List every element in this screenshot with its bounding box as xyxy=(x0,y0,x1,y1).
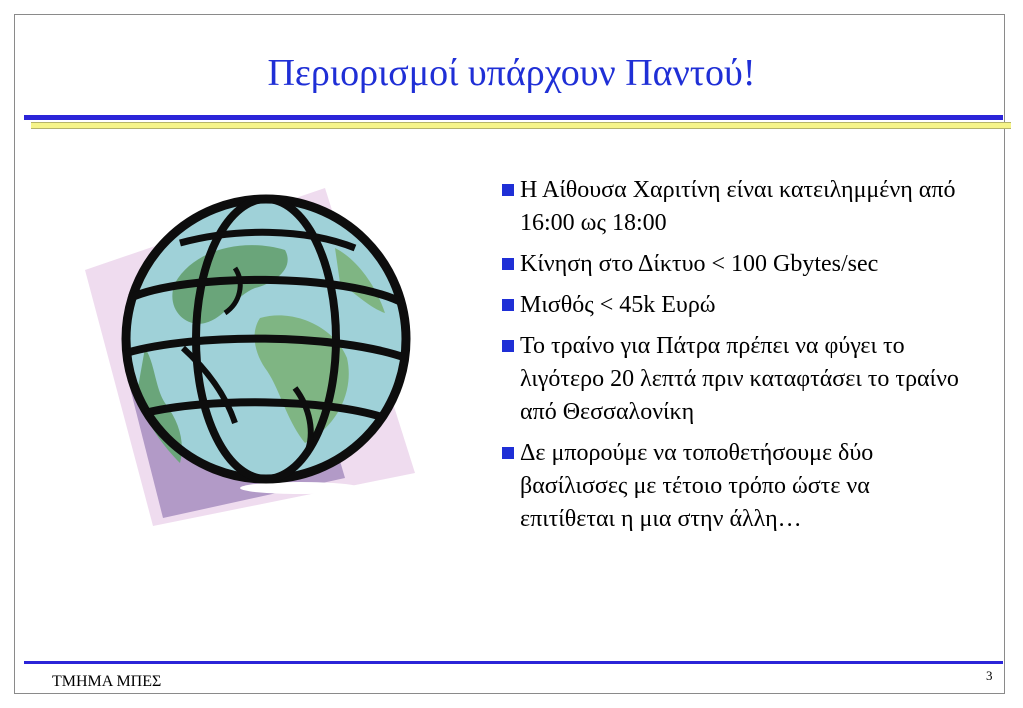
bullet-square-icon xyxy=(502,340,514,352)
bullet-square-icon xyxy=(502,447,514,459)
page-number: 3 xyxy=(986,668,993,683)
list-item xyxy=(500,174,970,240)
list-item xyxy=(500,248,970,281)
bullet-list xyxy=(500,174,970,544)
globe-icon xyxy=(85,188,415,528)
bullet-square-icon xyxy=(502,299,514,311)
bullet-text: Δε μπορούμε να τοποθετήσουμε δύο βασίλισσες με τέτοιο τρόπο ώστε να επιτίθεται η μια στην άλλη… xyxy=(520,440,874,532)
globe-clipart xyxy=(85,188,415,528)
list-item xyxy=(500,437,970,536)
list-item xyxy=(500,330,970,429)
list-item xyxy=(500,289,970,322)
bullet-text: Μισθός < 45k Ευρώ xyxy=(520,292,716,318)
bullet-square-icon xyxy=(502,184,514,196)
bullet-text: Το τραίνο για Πάτρα πρέπει να φύγει το λιγότερο 20 λεπτά πριν καταφτάσει το τραίνο από Θεσσαλονίκη xyxy=(520,333,959,425)
bullet-text: Κίνηση στο Δίκτυο < 100 Gbytes/sec xyxy=(520,251,879,277)
title-accent-bar xyxy=(31,122,1011,129)
title-underline xyxy=(24,115,1003,120)
footer-text: ΤΜΗΜΑ ΜΠΕΣ xyxy=(52,673,162,690)
bullet-text: Η Αίθουσα Χαριτίνη είναι κατειλημμένη από 16:00 ως 18:00 xyxy=(520,177,956,236)
bullet-square-icon xyxy=(502,258,514,270)
slide-title: Περιορισμοί υπάρχουν Παντού! xyxy=(267,52,756,94)
footer-rule xyxy=(24,661,1003,664)
